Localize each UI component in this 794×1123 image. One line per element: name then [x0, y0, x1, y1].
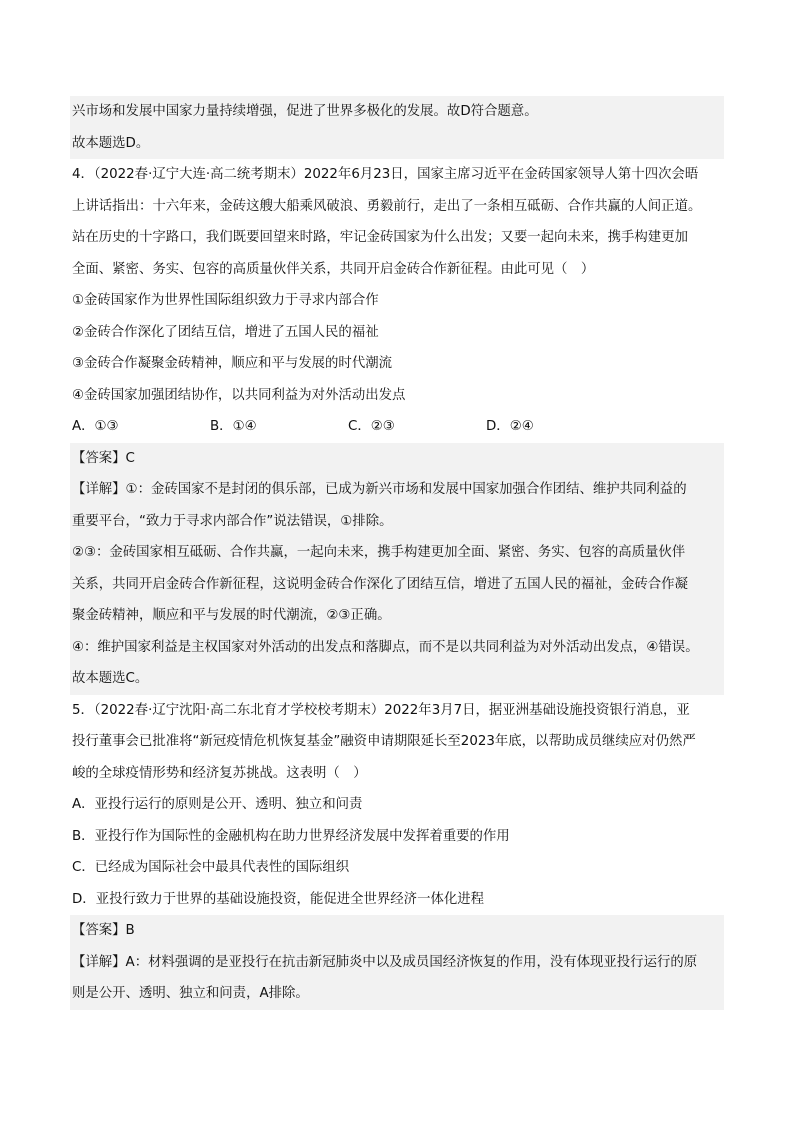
explanation-line: 则是公开、透明、独立和问责，A排除。	[72, 986, 309, 1001]
question-4-answer-block	[70, 443, 724, 695]
option-c: C．已经成为国际社会中最具代表性的国际组织	[72, 860, 350, 875]
option-c: C．②③	[348, 419, 395, 434]
text-line: 全面、紧密、务实、包容的高质量伙伴关系，共同开启金砖合作新征程。由此可见（ ）	[72, 261, 595, 277]
question-4-stem	[70, 159, 724, 285]
question-4	[70, 159, 724, 695]
text-line: 站在历史的十字路口，我们既要回望来时路，牢记金砖国家为什么出发；又要一起向未来，携手构建更加	[72, 230, 688, 245]
option-d: D．亚投行致力于世界的基础设施投资，能促进全世界经济一体化进程	[72, 891, 485, 907]
statement-1: ①金砖国家作为世界性国际组织致力于寻求内部合作	[72, 293, 379, 308]
statement-2: ②金砖合作深化了团结互信，增进了五国人民的福祉	[72, 324, 379, 340]
explanation-line: 聚金砖精神，顺应和平与发展的时代潮流，②③正确。	[72, 608, 391, 623]
document-page	[70, 96, 724, 1010]
explanation-line: 【详解】①：金砖国家不是封闭的俱乐部，已成为新兴市场和发展中国家加强合作团结、维护共同利益的	[72, 482, 687, 497]
explanation-line: 关系，共同开启金砖合作新征程，这说明金砖合作深化了团结互信，增进了五国人民的福祉，金砖合作凝	[72, 576, 688, 592]
question-5	[70, 695, 724, 1010]
explanation-line: ②③：金砖国家相互砥砺、合作共赢，一起向未来，携手构建更加全面、紧密、务实、包容的高质量伙伴	[72, 545, 686, 560]
text-line: 峻的全球疫情形势和经济复苏挑战。这表明（ ）	[72, 765, 367, 781]
answer-line: 【答案】C	[72, 450, 135, 466]
explanation-line: 故本题选C。	[72, 671, 149, 686]
statement-3: ③金砖合作凝聚金砖精神，顺应和平与发展的时代潮流	[72, 356, 392, 371]
option-a: A．①③	[72, 419, 119, 434]
previous-explanation-block	[70, 96, 724, 159]
option-a: A．亚投行运行的原则是公开、透明、独立和问责	[72, 797, 363, 812]
option-d: D．②④	[486, 419, 534, 434]
text-line: 5．（2022春·辽宁沈阳·高二东北育才学校校考期末）2022年3月7日，据亚洲基础设施投资银行消息，亚	[72, 702, 690, 718]
explanation-line: ④：维护国家利益是主权国家对外活动的出发点和落脚点，而不是以共同利益为对外活动出发点，④错误。	[72, 639, 699, 655]
question-5-options	[70, 789, 724, 915]
question-5-stem	[70, 695, 724, 790]
text-line: 兴市场和发展中国家力量持续增强，促进了世界多极化的发展。故D符合题意。	[72, 104, 538, 119]
question-5-answer-block	[70, 915, 724, 1010]
question-4-options	[70, 411, 724, 443]
text-line: 投行董事会已批准将“新冠疫情危机恢复基金”融资申请期限延长至2023年底，以帮助成员继续应对仍然严	[72, 734, 696, 749]
statement-4: ④金砖国家加强团结协作，以共同利益为对外活动出发点	[72, 387, 406, 403]
option-b: B．①④	[210, 419, 257, 434]
answer-line: 【答案】B	[72, 923, 135, 938]
option-b: B．亚投行作为国际性的金融机构在助力世界经济发展中发挥着重要的作用	[72, 828, 510, 844]
text-line: 故本题选D。	[72, 135, 150, 151]
explanation-line: 【详解】A：材料强调的是亚投行在抗击新冠肺炎中以及成员国经济恢复的作用，没有体现亚投行运行的原	[72, 954, 698, 970]
text-line: 上讲话指出：十六年来，金砖这艘大船乘风破浪、勇毅前行，走出了一条相互砥砺、合作共赢的人间正道。	[72, 198, 702, 214]
text-line: 4．（2022春·辽宁大连·高二统考期末）2022年6月23日，国家主席习近平在金砖国家领导人第十四次会晤	[72, 167, 699, 182]
question-4-statements	[70, 285, 724, 411]
explanation-line: 重要平台，“致力于寻求内部合作”说法错误，①排除。	[72, 513, 393, 529]
